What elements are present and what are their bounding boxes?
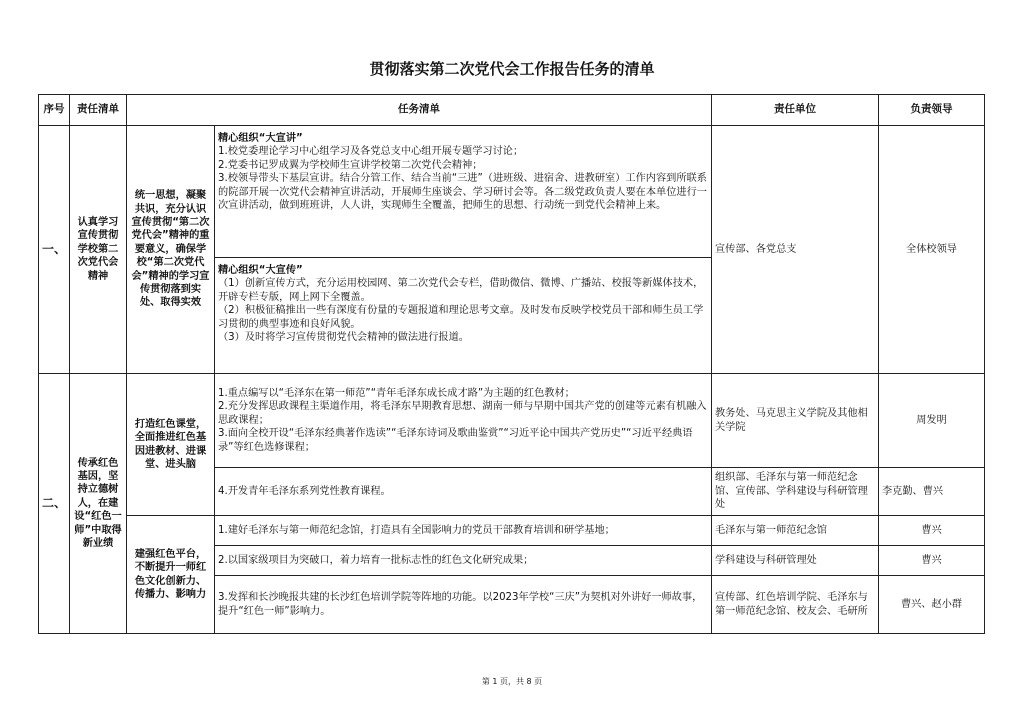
section2-row5-task: 3.发挥和长沙晚报共建的长沙红色培训学院等阵地的功能。以2023年学校“三庆”为契机对外讲好一师故事，提升“红色一师”影响力。 bbox=[215, 576, 712, 634]
header-unit: 责任单位 bbox=[712, 95, 879, 126]
section2-row1-leader: 周发明 bbox=[879, 374, 985, 468]
section2-number: 二、 bbox=[39, 374, 70, 634]
section1-subtitle: 统一思想，凝聚共识，充分认识宣传贯彻“第二次党代会”精神的重要意义，确保学校“第二次党代会”精神的学习宣传贯彻落到实处、取得实效 bbox=[127, 126, 215, 374]
page-footer: 第 1 页，共 8 页 bbox=[481, 677, 543, 686]
section2-responsibility: 传承红色基因，坚持立德树人，在建设“红色一师”中取得新业绩 bbox=[70, 374, 127, 634]
section1-task1 bbox=[215, 126, 712, 258]
table-row bbox=[39, 374, 985, 468]
section2-row3-leader: 曹兴 bbox=[879, 516, 985, 546]
task-line: 2.充分发挥思政课程主渠道作用，将毛泽东早期教育思想、湖南一师与早期中国共产党的创建等元素有机融入思政课程； bbox=[218, 401, 707, 426]
section2-row4-task: 2.以国家级项目为突破口，着力培育一批标志性的红色文化研究成果； bbox=[215, 546, 712, 576]
document-title: 贯彻落实第二次党代会工作报告任务的清单 bbox=[369, 60, 655, 78]
task-line: 1.重点编写以“毛泽东在第一师范”“青年毛泽东成长成才路”为主题的红色教材； bbox=[218, 387, 575, 399]
section2-row1-unit: 教务处、马克思主义学院及其他相关学院 bbox=[712, 374, 879, 468]
section2-row1-task bbox=[215, 374, 712, 468]
section2-row3-task: 1.建好毛泽东与第一师范纪念馆，打造具有全国影响力的党员干部教育培训和研学基地； bbox=[215, 516, 712, 546]
section2-row4-leader: 曹兴 bbox=[879, 546, 985, 576]
table-row bbox=[39, 126, 985, 258]
section2-row5-leader: 曹兴、赵小群 bbox=[879, 576, 985, 634]
section1-number: 一、 bbox=[39, 126, 70, 374]
task-line: 2.党委书记罗成翼为学校师生宣讲学校第二次党代会精神； bbox=[218, 159, 483, 171]
header-leader: 负责领导 bbox=[879, 95, 985, 126]
task-heading: 精心组织“大宣传” bbox=[218, 265, 303, 276]
section2-row2-leader: 李克勤、曹兴 bbox=[879, 468, 985, 516]
table-header-row bbox=[39, 95, 985, 126]
task-table bbox=[38, 94, 985, 634]
section2-row3-unit: 毛泽东与第一师范纪念馆 bbox=[712, 516, 879, 546]
task-heading: 精心组织“大宣讲” bbox=[218, 133, 303, 144]
section2-subtitle-1: 打造红色课堂，全面推进红色基因进教材、进课堂、进头脑 bbox=[127, 374, 215, 516]
section1-unit: 宣传部、各党总支 bbox=[712, 126, 879, 374]
task-line: （1）创新宣传方式，充分运用校园网、第二次党代会专栏，借助微信、微博、广播站、校报等新媒体技术，开辟专栏专版，网上网下全覆盖。 bbox=[218, 278, 704, 303]
section2-row4-unit: 学科建设与科研管理处 bbox=[712, 546, 879, 576]
section2-row2-unit: 组织部、毛泽东与第一师范纪念馆、宣传部、学科建设与科研管理处 bbox=[712, 468, 879, 516]
task-line: 3.面向全校开设“毛泽东经典著作选读”“毛泽东诗词及歌曲鉴赏”“习近平论中国共产党历史”“习近平经典语录”等红色选修课程； bbox=[218, 428, 693, 453]
task-line: （3）及时将学习宣传贯彻党代会精神的做法进行报道。 bbox=[218, 332, 469, 344]
task-line: 3.校领导带头下基层宣讲。结合分管工作、结合当前“三进”（进班级、进宿舍、进教研室）工作内容到所联系的院部开展一次党代会精神宣讲活动，开展师生座谈会、学习研讨会等。各二级党政负责人要在本单位进行一次宣讲活动，做到班班讲，人人讲，实现师生全覆盖，把师生的思想、行动统一到党代会精神上来。 bbox=[218, 173, 707, 212]
table-row bbox=[39, 516, 985, 546]
task-line: （2）积极征稿推出一些有深度有份量的专题报道和理论思考文章。及时发布反映学校党员干部和师生员工学习贯彻的典型事迹和良好风貌。 bbox=[218, 305, 704, 330]
header-no: 序号 bbox=[39, 95, 70, 126]
task-line: 1.校党委理论学习中心组学习及各党总支中心组开展专题学习讨论； bbox=[218, 146, 524, 158]
section2-row5-unit: 宣传部、红色培训学院、毛泽东与第一师范纪念馆、校友会、毛研所 bbox=[712, 576, 879, 634]
section1-leader: 全体校领导 bbox=[879, 126, 985, 374]
header-tasks: 任务清单 bbox=[127, 95, 712, 126]
header-responsibility: 责任清单 bbox=[70, 95, 127, 126]
section2-subtitle-2: 建强红色平台，不断提升一师红色文化创新力、传播力、影响力 bbox=[127, 516, 215, 634]
section2-row2-task: 4.开发青年毛泽东系列党性教育课程。 bbox=[215, 468, 712, 516]
section1-task2 bbox=[215, 258, 712, 374]
section1-responsibility: 认真学习宣传贯彻学校第二次党代会精神 bbox=[70, 126, 127, 374]
